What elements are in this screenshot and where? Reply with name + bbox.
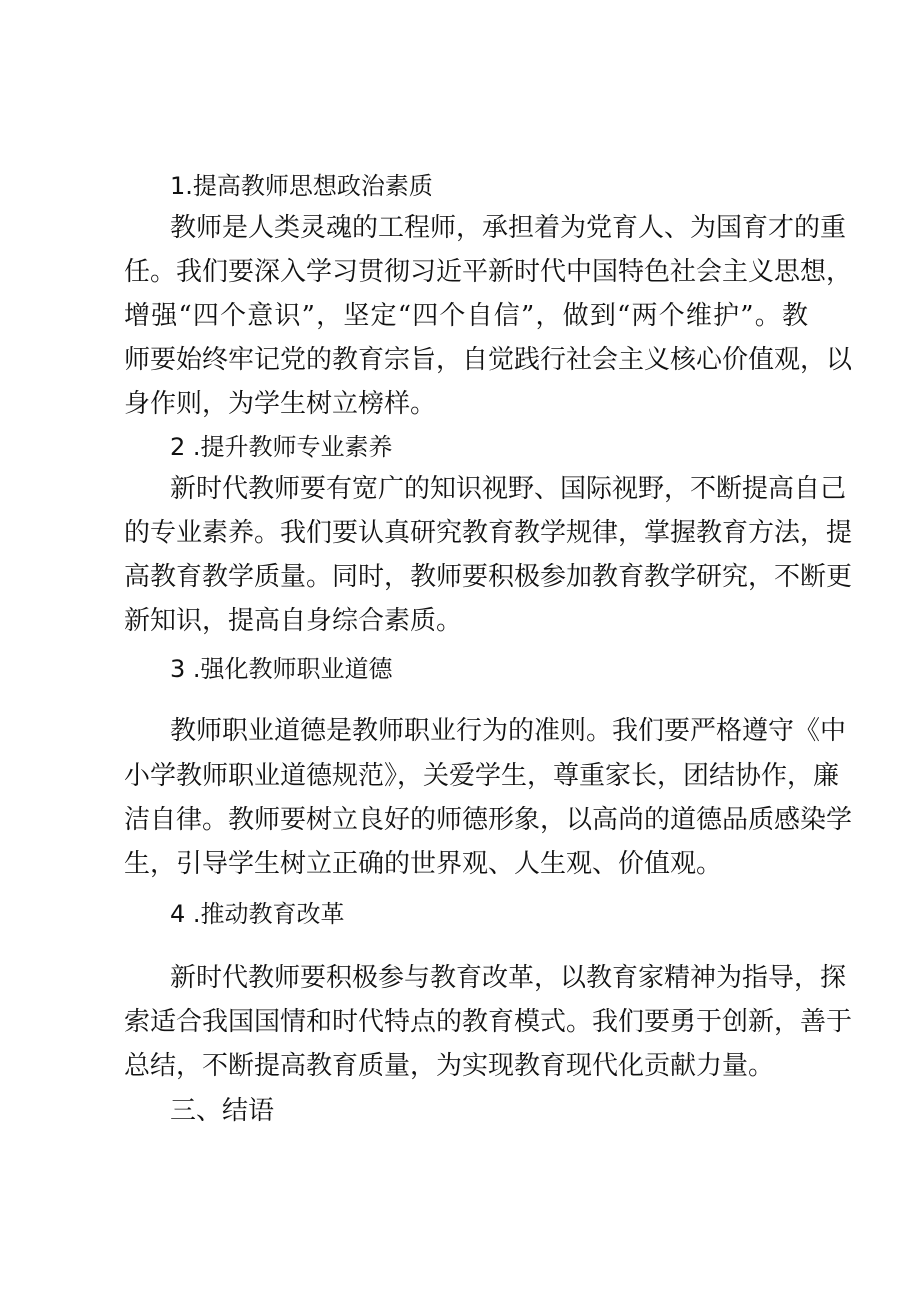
- section-heading: 4 .推动教育改革: [170, 900, 345, 928]
- paragraph-line: 新时代教师要有宽广的知识视野、国际视野，不断提高自己: [170, 474, 847, 504]
- paragraph-line: 增强“四个意识”，坚定“四个自信”，做到“两个维护”。教: [124, 301, 808, 331]
- paragraph-line: 索适合我国国情和时代特点的教育模式。我们要勇于创新，善于: [124, 1007, 853, 1037]
- paragraph-line: 总结，不断提高教育质量，为实现教育现代化贡献力量。: [124, 1051, 775, 1081]
- paragraph-line: 新知识，提高自身综合素质。: [124, 606, 463, 636]
- paragraph-line: 身作则，为学生树立榜样。: [124, 389, 437, 419]
- paragraph-line: 的专业素养。我们要认真研究教育教学规律，掌握教育方法，提: [124, 518, 853, 548]
- paragraph-line: 任。我们要深入学习贯彻习近平新时代中国特色社会主义思想，: [124, 257, 853, 287]
- section-heading: 1.提高教师思想政治素质: [170, 172, 433, 200]
- paragraph-line: 新时代教师要积极参与教育改革，以教育家精神为指导，探: [170, 963, 847, 993]
- paragraph-line: 教师职业道德是教师职业行为的准则。我们要严格遵守《中: [170, 716, 847, 746]
- paragraph-line: 小学教师职业道德规范》，关爱学生，尊重家长，团结协作，廉: [124, 761, 840, 791]
- paragraph-line: 师要始终牢记党的教育宗旨，自觉践行社会主义核心价值观，以: [124, 345, 853, 375]
- paragraph-line: 洁自律。教师要树立良好的师德形象，以高尚的道德品质感染学: [124, 805, 853, 835]
- paragraph-line: 高教育教学质量。同时，教师要积极参加教育教学研究，不断更: [124, 562, 853, 592]
- paragraph-line: 教师是人类灵魂的工程师，承担着为党育人、为国育才的重: [170, 213, 847, 243]
- section-heading: 2 .提升教师专业素养: [170, 433, 393, 461]
- section-heading: 3 .强化教师职业道德: [170, 655, 393, 683]
- paragraph-line: 生，引导学生树立正确的世界观、人生观、价值观。: [124, 849, 723, 879]
- closing-heading: 三、结语: [170, 1096, 275, 1126]
